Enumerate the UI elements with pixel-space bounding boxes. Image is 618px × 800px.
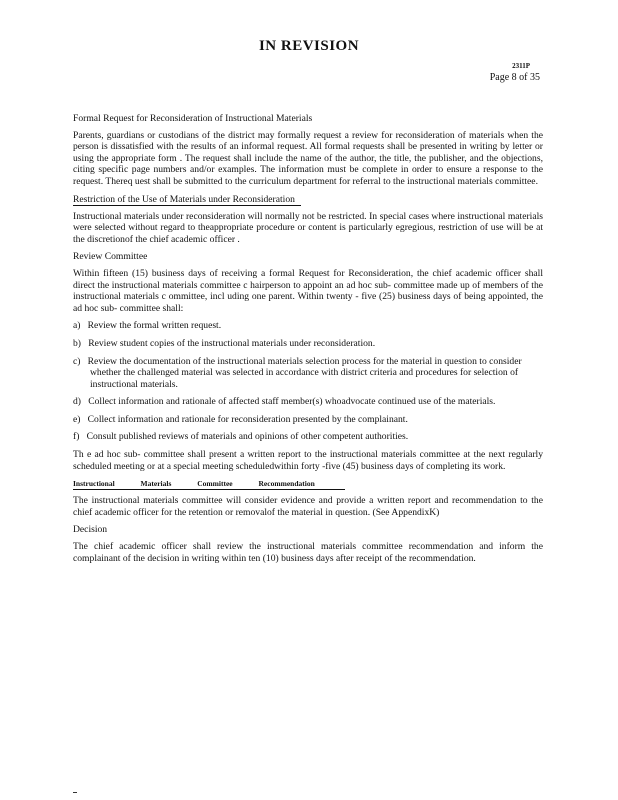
list-text: Review the documentation of the instructional materials selection process for the material in question to consider whether the challenged material was selected in accordance with district criteria and procedures for selection of instructional materials. [87, 355, 522, 390]
list-text: Review student copies of the instructional materials under reconsideration. [88, 337, 376, 349]
restriction-paragraph: Instructional materials under reconsideration will normally not be restricted. In special cases where instructional materials were selected without regard to theappropriate procedure or content is particularly egregious, restriction of use will be at the discretionof the chief academic officer . [73, 210, 543, 245]
ad-hoc-report-paragraph: Th e ad hoc sub- committee shall present a written report to the instructional materials committee at the next regularly scheduled meeting or at a special meeting scheduledwithin forty -five (45) business days of completing its work. [73, 449, 543, 472]
list-marker: b) [73, 337, 81, 349]
recommendation-heading: Instructional Materials Committee Recommendation [73, 479, 345, 490]
policy-code: 2311P [512, 62, 530, 70]
list-marker: f) [73, 431, 80, 443]
list-marker: d) [73, 396, 81, 408]
footer-mark [73, 792, 77, 793]
formal-request-paragraph: Parents, guardians or custodians of the district may formally request a review for reconsideration of materials when the person is dissatisfied with the results of an informal request. All formal requests shall be presented in writing by letter or using the appropriate form . The request shall include the name of the author, the title, the publisher, and the objections, citing specific page numbers and/or examples. The information must be complete in order to ensure a response to the request. Thereq uest shall be submitted to the curriculum department for referral to the instructional materials committee. [73, 129, 543, 187]
review-committee-heading: Review Committee [73, 251, 148, 263]
review-committee-paragraph: Within fifteen (15) business days of receiving a formal Request for Reconsideration, the chief academic officer shall direct the instructional materials committee c hairperson to appoint an ad hoc sub- committee made up of members of the instructional materials c ommittee, incl uding one parent. Within twenty - five (25) business days of being appointed, the ad hoc sub- committee shall: [73, 267, 543, 314]
restriction-heading: Restriction of the Use of Materials under Reconsideration [73, 194, 301, 206]
list-item-f [73, 431, 543, 443]
list-item-b [73, 338, 543, 350]
list-text: Consult published reviews of materials and opinions of other competent authorities. [86, 431, 409, 443]
list-item-d [73, 396, 543, 408]
list-marker: c) [73, 355, 81, 367]
list-item-e [73, 414, 543, 426]
list-marker: e) [73, 413, 81, 425]
revision-title: IN REVISION [258, 38, 360, 54]
recommendation-paragraph: The instructional materials committee will consider evidence and provide a written report and recommendation to the chief academic officer for the retention or removalof the material in question. (See AppendixK) [73, 495, 543, 518]
list-item-a [73, 320, 543, 332]
page-number: Page 8 of 35 [489, 72, 540, 83]
formal-request-heading: Formal Request for Reconsideration of Instructional Materials [73, 113, 313, 124]
list-marker: a) [73, 320, 81, 332]
document-body [73, 113, 543, 570]
decision-paragraph: The chief academic officer shall review the instructional materials committee recommendation and inform the complainant of the decision in writing within ten (10) business days after receipt of the recommendation. [73, 541, 543, 564]
list-text: Collect information and rationale for reconsideration presented by the complainant. [87, 413, 408, 425]
list-text: Collect information and rationale of affected staff member(s) whoadvocate continued use of the materials. [88, 396, 496, 408]
list-item-c [73, 356, 543, 391]
decision-heading: Decision [73, 524, 108, 536]
list-text: Review the formal written request. [87, 320, 222, 332]
